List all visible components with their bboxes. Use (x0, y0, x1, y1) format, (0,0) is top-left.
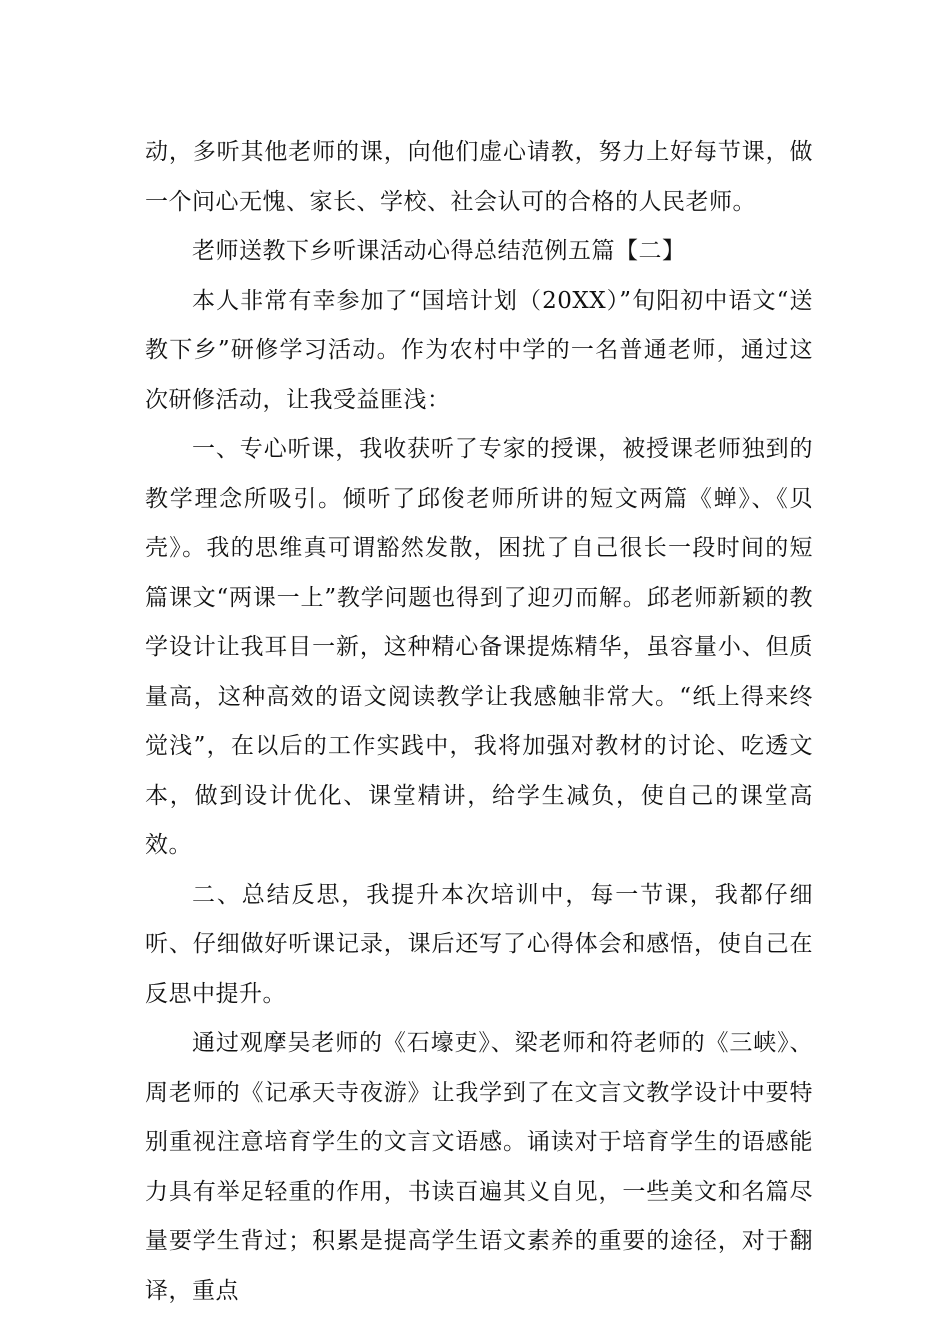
section-heading: 老师送教下乡听课活动心得总结范例五篇【二】 (192, 238, 686, 264)
paragraph-point-one: 一、专心听课，我收获听了专家的授课，被授课老师独到的教学理念所吸引。倾听了邱俊老师所讲的短文两篇《蝉》、《贝壳》。我的思维真可谓豁然发散，困扰了自己很长一段时间的短篇课文“两课一上”教学问题也得到了迎刃而解。邱老师新颖的教学设计让我耳目一新，这种精心备课提炼精华，虽容量小、但质量高，这种高效的语文阅读教学让我感触非常大。“纸上得来终觉浅”，在以后的工作实践中，我将加强对教材的讨论、吃透文本，做到设计优化、课堂精讲，给学生减负，使自己的课堂高效。 (145, 436, 813, 858)
paragraph-continuation: 动，多听其他老师的课，向他们虚心请教，努力上好每节课，做一个问心无愧、家长、学校、社会认可的合格的人民老师。 (145, 139, 813, 215)
paragraph-intro: 本人非常有幸参加了“国培计划（20XX）”旬阳初中语文“送教下乡”研修学习活动。作为农村中学的一名普通老师，通过这次研修活动，让我受益匪浅： (145, 287, 813, 413)
document-body (145, 128, 813, 1316)
paragraph-observation: 通过观摩吴老师的《石壕吏》、梁老师和符老师的《三峡》、周老师的《记承天寺夜游》让我学到了在文言文教学设计中要特别重视注意培育学生的文言文语感。诵读对于培育学生的语感能力具有举足轻重的作用，书读百遍其义自见，一些美文和名篇尽量要学生背过；积累是提高学生语文素养的重要的途径，对于翻译，重点 (145, 1030, 813, 1304)
paragraph-point-two: 二、总结反思，我提升本次培训中，每一节课，我都仔细听、仔细做好听课记录，课后还写了心得体会和感悟，使自己在反思中提升。 (145, 881, 813, 1007)
